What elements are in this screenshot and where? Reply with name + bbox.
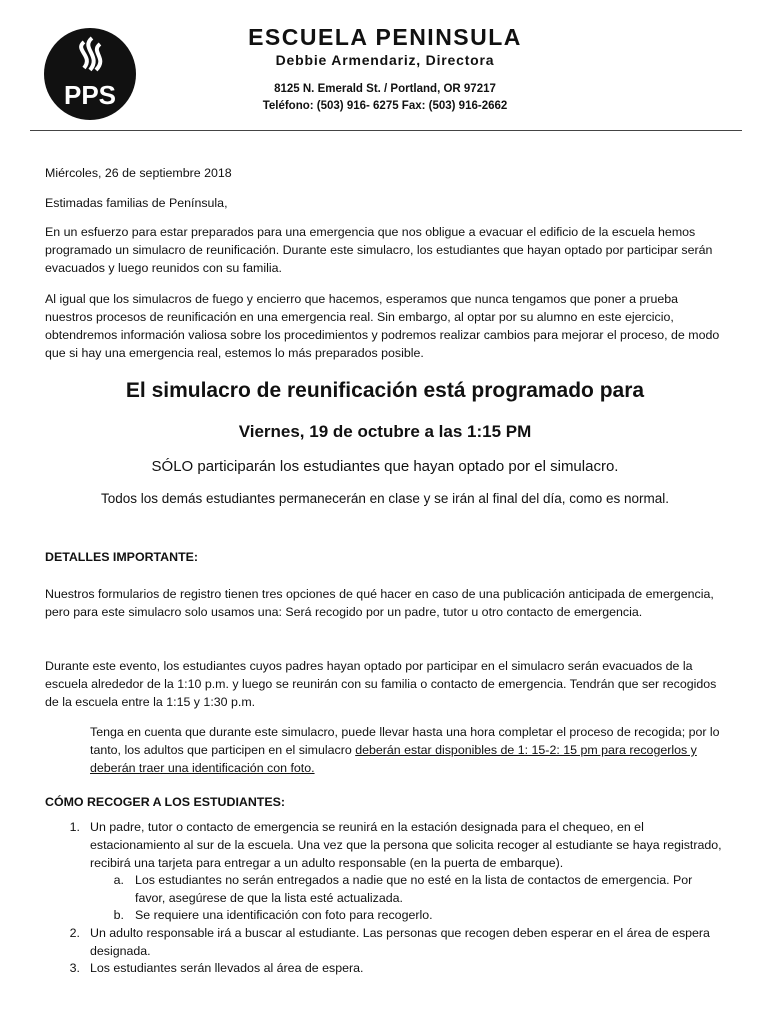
- note-underlined-text: deberán estar disponibles de 1: 15-2: 15 pm para recogerlos y deberán traer una identificación con foto.: [90, 743, 697, 775]
- others-note: Todos los demás estudiantes permanecerán en clase y se irán al final del día, como es normal.: [100, 491, 670, 506]
- substep-text: Los estudiantes no serán entregados a nadie que no esté en la lista de contactos de emergencia. Por favor, asegúrese de que la lista esté actualizada.: [135, 873, 693, 905]
- director-name: Debbie Armendariz, Directora: [275, 52, 495, 68]
- school-address: 8125 N. Emerald St. / Portland, OR 97217: [274, 83, 496, 95]
- paragraph-1: En un esfuerzo para estar preparados para una emergencia que nos obligue a evacuar el edificio de la escuela hemos programado un simulacro de reunificación. Durante este simulacro, los estudiantes que hayan optado por participar serán evacuados y luego reunidos con su familia.: [45, 225, 713, 275]
- header-divider: [30, 130, 742, 131]
- greeting: Estimadas familias de Península,: [45, 196, 228, 210]
- drill-heading: El simulacro de reunificación está programado para: [125, 379, 645, 402]
- pps-logo: [44, 28, 136, 120]
- substep-text: Se requiere una identificación con foto para recogerlo.: [135, 908, 433, 922]
- step-number: 2.: [69, 926, 80, 940]
- step-text: Los estudiantes serán llevados al área de espera.: [90, 961, 364, 975]
- substep-letter: b.: [113, 908, 124, 922]
- pickup-heading: CÓMO RECOGER A LOS ESTUDIANTES:: [45, 795, 286, 809]
- details-heading: DETALLES IMPORTANTE:: [45, 550, 199, 564]
- details-paragraph-1: Nuestros formularios de registro tienen tres opciones de qué hacer en caso de una publicación anticipada de emergencia, pero para este simulacro solo usamos una: Será recogido por un padre, tutor u otro contacto de emergencia.: [45, 587, 714, 619]
- note-text: Tenga en cuenta que durante este simulacro, puede llevar hasta una hora completar el proceso de recogida; por lo tanto, los adultos que participen en el simulacro: [90, 725, 720, 757]
- substep-letter: a.: [113, 873, 124, 887]
- drill-date: Viernes, 19 de octubre a las 1:15 PM: [238, 422, 532, 441]
- step-text: Un adulto responsable irá a buscar al estudiante. Las personas que recogen deben esperar en el área de espera designada.: [90, 926, 710, 958]
- school-name: ESCUELA PENINSULA: [248, 24, 522, 50]
- step-number: 3.: [69, 961, 80, 975]
- only-opted-note: SÓLO participarán los estudiantes que hayan optado por el simulacro.: [151, 458, 619, 475]
- school-phone: Teléfono: (503) 916- 6275 Fax: (503) 916-2662: [262, 100, 508, 112]
- step-number: 1.: [69, 820, 80, 834]
- logo-text: PPS: [63, 80, 117, 110]
- pickup-time-note: [90, 723, 730, 777]
- step-text: Un padre, tutor o contacto de emergencia se reunirá en la estación designada para el chequeo, en el estacionamiento al sur de la escuela. Una vez que la persona que solicita recoger al estudiante se haya registrado, recibirá una tarjeta para entregar a un adulto responsable (en la puerta de embarque).: [90, 820, 722, 870]
- letter-date: Miércoles, 26 de septiembre 2018: [45, 166, 232, 180]
- paragraph-2: Al igual que los simulacros de fuego y encierro que hacemos, esperamos que nunca tengamos que poner a prueba nuestros procesos de reunificación en una emergencia real. Sin embargo, al optar por su alumno en este ejercicio, obtendremos información valiosa sobre los procedimientos y podremos realizar cambios para mejorar el proceso, de modo que si hay una emergencia real, estemos lo más preparados posible.: [45, 292, 720, 360]
- details-paragraph-2: Durante este evento, los estudiantes cuyos padres hayan optado por participar en el simulacro serán evacuados de la escuela alrededor de la 1:10 p.m. y luego se reunirán con su familia o contacto de emergencia. Tendrán que ser recogidos de la escuela entre la 1:15 y 1:30 p.m.: [45, 659, 717, 709]
